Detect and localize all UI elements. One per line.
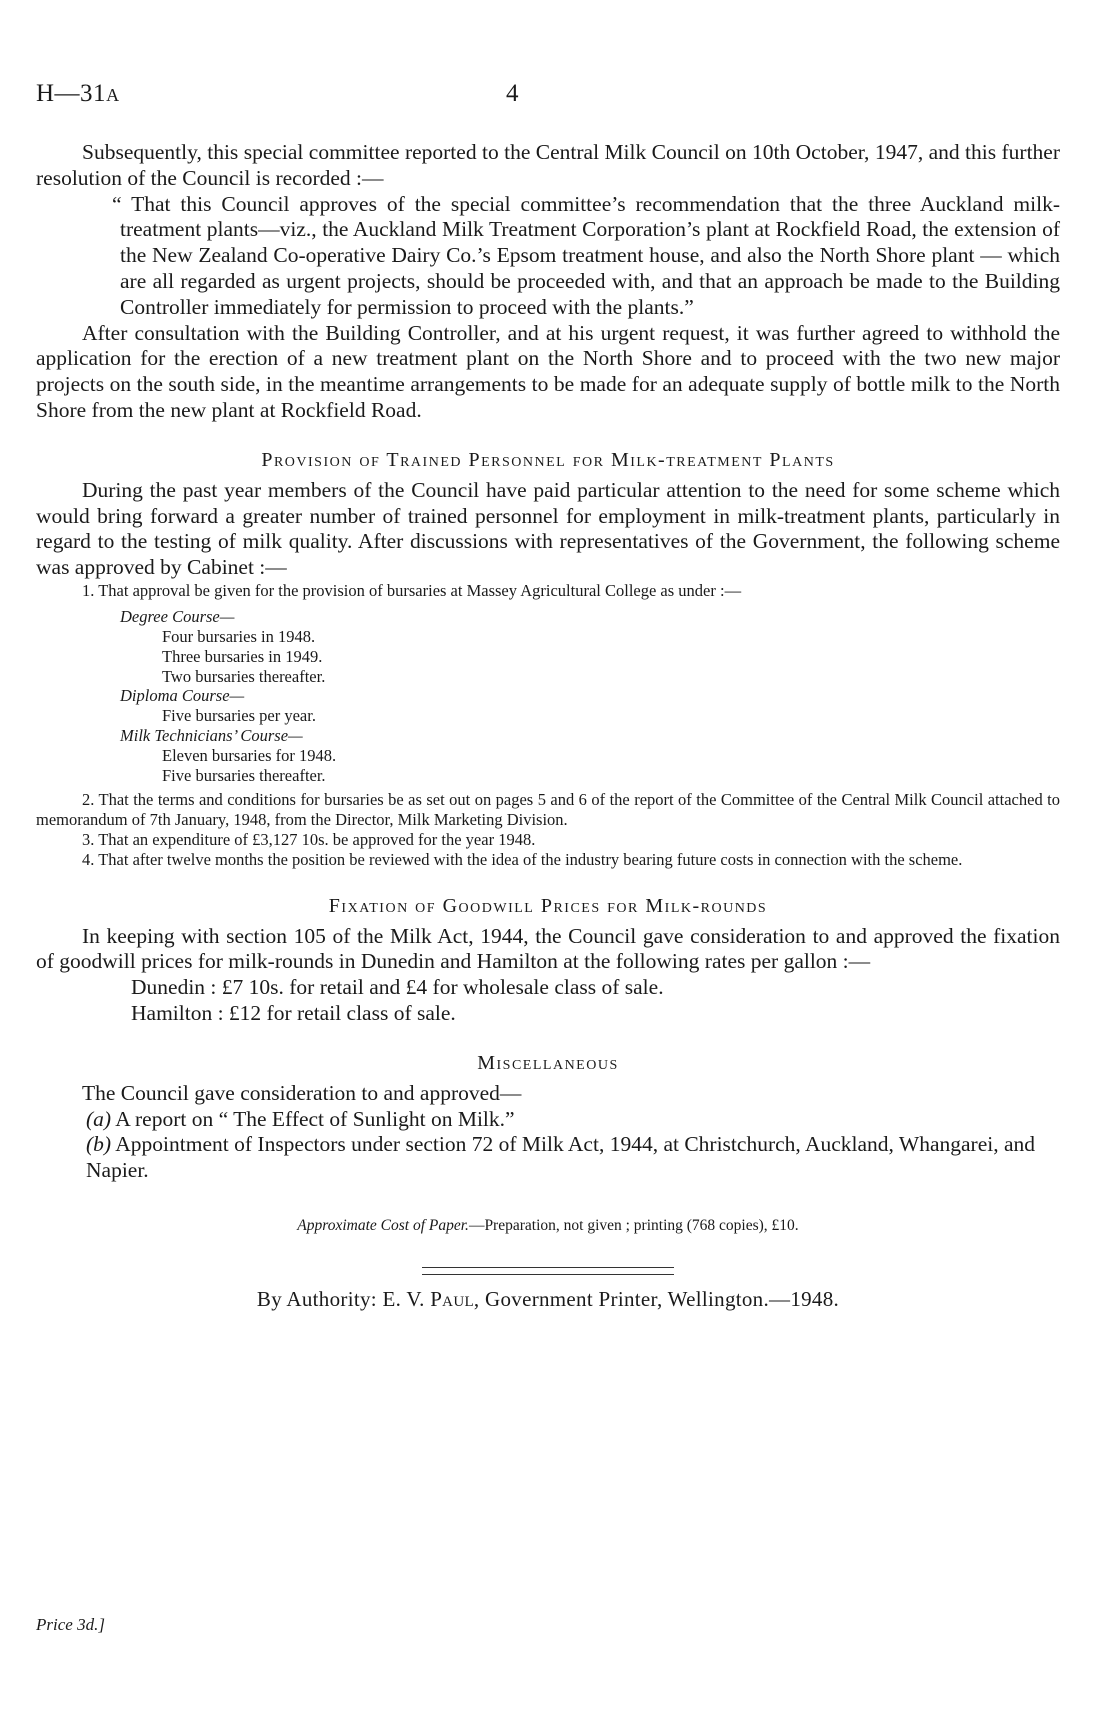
milk-course-title-text: Milk Technicians’ Course— bbox=[120, 726, 303, 746]
misc-paragraph: The Council gave consideration to and approved— bbox=[82, 1080, 522, 1105]
section-heading-goodwill: Fixation of Goodwill Prices for Milk-rounds bbox=[328, 894, 768, 917]
milk-course-title bbox=[120, 726, 1060, 746]
milk-course-line: Five bursaries thereafter. bbox=[162, 766, 326, 786]
misc-item-b-text: Appointment of Inspectors under section 72 of Milk Act, 1944, at Christchurch, Auckland, Whangarei, and Napier. bbox=[86, 1132, 1036, 1183]
scheme-item-3: 3. That an expenditure of £3,127 10s. be approved for the year 1948. bbox=[82, 829, 536, 849]
document-code-suffix: A bbox=[106, 85, 120, 105]
section-heading-personnel: Provision of Trained Personnel for Milk-treatment Plants bbox=[261, 448, 835, 471]
page-header bbox=[36, 80, 1056, 110]
printer-initials: E. V. bbox=[382, 1287, 425, 1312]
authority-suffix: , Government Printer, Wellington.—1948. bbox=[473, 1287, 840, 1312]
misc-item-b bbox=[86, 1132, 1060, 1184]
diploma-line: Five bursaries per year. bbox=[162, 706, 316, 726]
milk-course-line: Eleven bursaries for 1948. bbox=[162, 746, 337, 766]
paper-cost-label: Approximate Cost of Paper. bbox=[297, 1217, 469, 1235]
goodwill-paragraph: In keeping with section 105 of the Milk Act, 1944, the Council gave consideration to and approved the fixation of goodwill prices for milk-rounds in Dunedin and Hamilton at the following rates per gallon :— bbox=[36, 923, 1060, 974]
paper-cost-note bbox=[36, 1216, 1060, 1235]
intro-paragraph: Subsequently, this special committee reported to the Central Milk Council on 10th October, 1947, and this further resolution of the Council is recorded :— bbox=[36, 140, 1060, 190]
printer-authority-line bbox=[36, 1287, 1060, 1312]
diploma-course-title-text: Diploma Course— bbox=[120, 686, 245, 706]
document-code-prefix: H—31 bbox=[36, 80, 107, 107]
page-number: 4 bbox=[506, 80, 519, 107]
misc-item-b-label: (b) bbox=[86, 1132, 112, 1157]
misc-item-a-text: A report on “ The Effect of Sunlight on Milk.” bbox=[115, 1106, 515, 1131]
section-heading-miscellaneous: Miscellaneous bbox=[477, 1051, 619, 1074]
degree-course-title-text: Degree Course— bbox=[120, 606, 235, 626]
degree-line: Four bursaries in 1948. bbox=[162, 626, 316, 646]
misc-item-a bbox=[86, 1107, 1060, 1133]
misc-item-a-label: (a) bbox=[86, 1106, 112, 1131]
diploma-course-title bbox=[120, 686, 1060, 706]
degree-line: Two bursaries thereafter. bbox=[162, 666, 326, 686]
degree-course-title bbox=[120, 607, 1060, 627]
document-code bbox=[36, 80, 120, 108]
consultation-paragraph: After consultation with the Building Controller, and at his urgent request, it was further agreed to withhold the application for the erection of a new treatment plant on the North Shore and to proceed with the two new major projects on the south side, in the meantime arrangements to be made for an adequate supply of bottle milk to the North Shore from the new plant at Rockfield Road. bbox=[36, 320, 1060, 422]
price-note: Price 3d.] bbox=[36, 1615, 105, 1634]
rate-dunedin: Dunedin : £7 10s. for retail and £4 for wholesale class of sale. bbox=[131, 975, 664, 1000]
printer-name: Paul bbox=[430, 1287, 474, 1312]
paper-cost-text: —Preparation, not given ; printing (768 copies), £10. bbox=[468, 1217, 799, 1235]
document-body bbox=[36, 140, 1060, 1312]
degree-line: Three bursaries in 1949. bbox=[162, 646, 323, 666]
personnel-paragraph: During the past year members of the Council have paid particular attention to the need for some scheme which would bring forward a greater number of trained personnel for employment in milk-treatment plants, particularly in regard to the testing of milk quality. After discussions with representatives of the Government, the following scheme was approved by Cabinet :— bbox=[36, 477, 1060, 580]
authority-prefix: By Authority: bbox=[256, 1287, 377, 1312]
scheme-item-1: 1. That approval be given for the provision of bursaries at Massey Agricultural College as under :— bbox=[82, 580, 742, 600]
scheme-item-2: 2. That the terms and conditions for bursaries be as set out on pages 5 and 6 of the report of the Committee of the Central Milk Council attached to memorandum of 7th January, 1948, from the Director, Milk Marketing Division. bbox=[36, 790, 1060, 829]
scheme-item-4: 4. That after twelve months the position be reviewed with the idea of the industry bearing future costs in connection with the scheme. bbox=[82, 849, 963, 869]
rate-hamilton: Hamilton : £12 for retail class of sale. bbox=[131, 1001, 456, 1026]
council-resolution-quote: “ That this Council approves of the special committee’s recommendation that the three Auckland milk-treatment plants—viz., the Auckland Milk Treatment Corporation’s plant at Rockfield Road, the extension of the New Zealand Co-operative Dairy Co.’s Epsom treatment house, and also the North Shore plant — which are all regarded as urgent projects, should be proceeded with, and that an approach be made to the Building Controller immediately for permission to proceed with the plants.” bbox=[112, 191, 1060, 319]
